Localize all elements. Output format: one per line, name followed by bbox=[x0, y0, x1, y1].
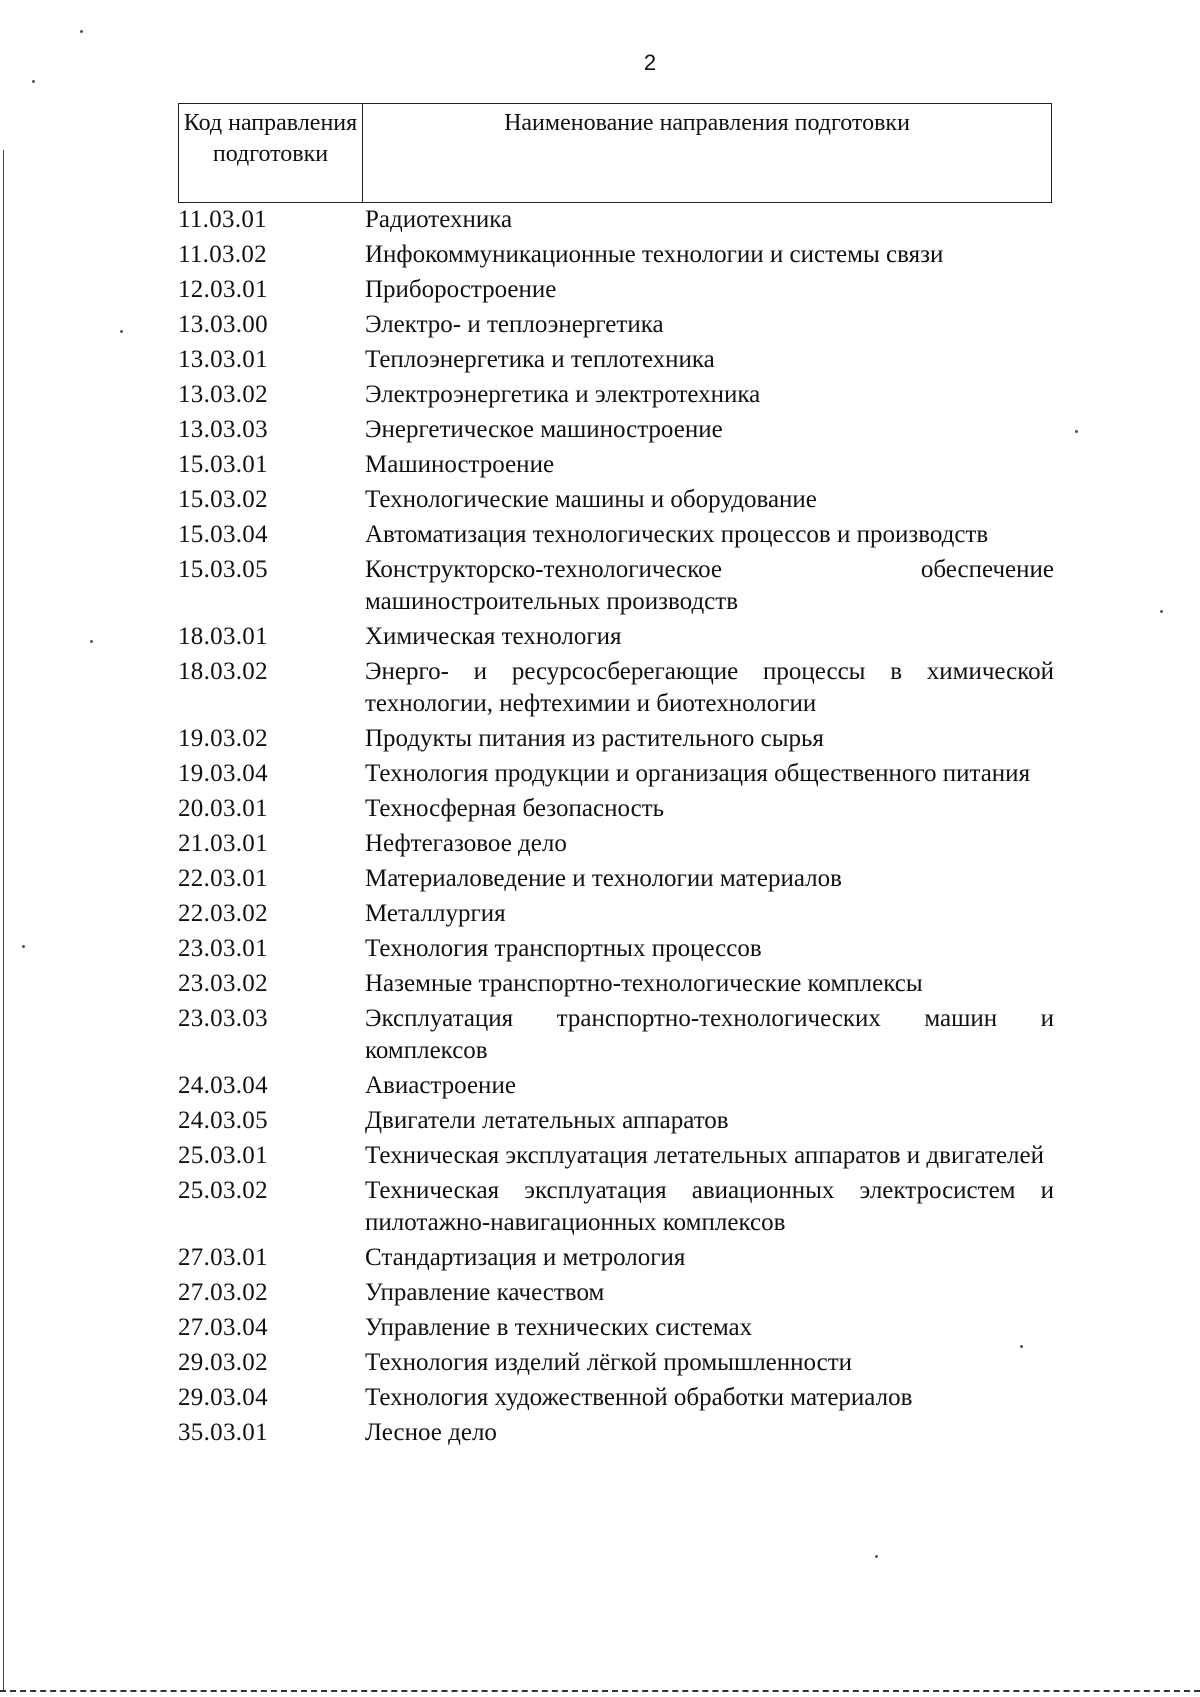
direction-name: Техническая эксплуатация летательных аппаратов и двигателей bbox=[365, 1142, 1045, 1169]
header-code-column: Код направления подготовки bbox=[179, 104, 363, 202]
direction-name: Электроэнергетика и электротехника bbox=[365, 381, 761, 408]
direction-name: Техносферная безопасность bbox=[365, 795, 665, 822]
table-row bbox=[178, 656, 1054, 720]
table-row bbox=[178, 723, 1054, 755]
direction-code: 13.03.02 bbox=[178, 381, 268, 408]
page-number: 2 bbox=[643, 50, 657, 75]
direction-name: Энерго- и ресурсосберегающие процессы в химической технологии, нефтехимии и биотехнологии bbox=[365, 658, 1054, 717]
table-row bbox=[178, 414, 1054, 446]
table-row bbox=[178, 793, 1054, 825]
table-row bbox=[178, 519, 1054, 551]
table-row bbox=[178, 309, 1054, 341]
direction-code: 27.03.02 bbox=[178, 1279, 268, 1306]
table-row bbox=[178, 968, 1054, 1000]
direction-name: Электро- и теплоэнергетика bbox=[365, 311, 664, 338]
table-row bbox=[178, 621, 1054, 653]
direction-code: 24.03.04 bbox=[178, 1072, 268, 1099]
table-row bbox=[178, 1140, 1054, 1172]
direction-name: Технология изделий лёгкой промышленности bbox=[365, 1349, 853, 1376]
direction-name: Авиастроение bbox=[365, 1072, 516, 1099]
table-row bbox=[178, 449, 1054, 481]
direction-name: Приборостроение bbox=[365, 276, 557, 303]
scan-speck bbox=[1020, 1345, 1023, 1348]
direction-name: Нефтегазовое дело bbox=[365, 830, 567, 857]
direction-code: 24.03.05 bbox=[178, 1107, 268, 1134]
direction-name: Продукты питания из растительного сырья bbox=[365, 725, 824, 752]
table-row bbox=[178, 379, 1054, 411]
direction-name: Машиностроение bbox=[365, 451, 555, 478]
direction-name: Технологические машины и оборудование bbox=[365, 486, 817, 513]
direction-code: 15.03.04 bbox=[178, 521, 268, 548]
direction-code: 27.03.01 bbox=[178, 1244, 268, 1271]
table-row bbox=[178, 239, 1054, 271]
table-row bbox=[178, 204, 1054, 236]
direction-name: Радиотехника bbox=[365, 206, 513, 233]
table-row bbox=[178, 1277, 1054, 1309]
direction-name: Технология продукции и организация общественного питания bbox=[365, 760, 1031, 787]
table-row bbox=[178, 933, 1054, 965]
scan-speck bbox=[875, 1555, 878, 1558]
direction-name: Техническая эксплуатация авиационных электросистем и пилотажно-навигационных комплексов bbox=[365, 1177, 1054, 1236]
direction-code: 18.03.01 bbox=[178, 623, 268, 650]
direction-name: Лесное дело bbox=[365, 1419, 497, 1446]
direction-code: 21.03.01 bbox=[178, 830, 268, 857]
scan-speck bbox=[80, 30, 83, 33]
direction-code: 23.03.03 bbox=[178, 1005, 268, 1032]
direction-name: Наземные транспортно-технологические комплексы bbox=[365, 970, 923, 997]
table-row bbox=[178, 863, 1054, 895]
direction-name: Инфокоммуникационные технологии и системы связи bbox=[365, 241, 944, 268]
table-row bbox=[178, 484, 1054, 516]
direction-name: Управление качеством bbox=[365, 1279, 605, 1306]
table-row bbox=[178, 1175, 1054, 1239]
table-row bbox=[178, 1242, 1054, 1274]
direction-code: 22.03.02 bbox=[178, 900, 268, 927]
scan-speck bbox=[32, 80, 35, 83]
table-row bbox=[178, 1382, 1054, 1414]
header-name-column: Наименование направления подготовки bbox=[504, 110, 910, 136]
direction-name: Стандартизация и метрология bbox=[365, 1244, 686, 1271]
direction-code: 29.03.04 bbox=[178, 1384, 268, 1411]
table-row bbox=[178, 1417, 1054, 1449]
direction-code: 35.03.01 bbox=[178, 1419, 268, 1446]
direction-code: 20.03.01 bbox=[178, 795, 268, 822]
direction-code: 29.03.02 bbox=[178, 1349, 268, 1376]
direction-name: Эксплуатация транспортно-технологических машин и комплексов bbox=[365, 1005, 1054, 1064]
direction-code: 11.03.02 bbox=[178, 241, 267, 268]
direction-name: Материаловедение и технологии материалов bbox=[365, 865, 842, 892]
scan-speck bbox=[90, 640, 93, 643]
direction-name: Двигатели летательных аппаратов bbox=[365, 1107, 729, 1134]
scan-speck bbox=[1075, 430, 1078, 433]
table-row bbox=[178, 898, 1054, 930]
direction-code: 11.03.01 bbox=[178, 206, 267, 233]
table-row bbox=[178, 344, 1054, 376]
direction-name: Автоматизация технологических процессов и производств bbox=[365, 521, 989, 548]
direction-code: 19.03.04 bbox=[178, 760, 268, 787]
table-row bbox=[178, 1347, 1054, 1379]
direction-name: Технология художественной обработки материалов bbox=[365, 1384, 913, 1411]
directions-list bbox=[178, 204, 1054, 1452]
direction-name: Технология транспортных процессов bbox=[365, 935, 762, 962]
scan-bottom-edge bbox=[0, 1690, 1200, 1692]
direction-code: 23.03.02 bbox=[178, 970, 268, 997]
table-row bbox=[178, 758, 1054, 790]
direction-code: 18.03.02 bbox=[178, 658, 268, 685]
scan-speck bbox=[120, 330, 123, 333]
table-row bbox=[178, 1003, 1054, 1067]
table-row bbox=[178, 1105, 1054, 1137]
direction-code: 25.03.01 bbox=[178, 1142, 268, 1169]
direction-name: Теплоэнергетика и теплотехника bbox=[365, 346, 715, 373]
table-row bbox=[178, 1312, 1054, 1344]
direction-code: 27.03.04 bbox=[178, 1314, 268, 1341]
table-row bbox=[178, 1070, 1054, 1102]
table-row bbox=[178, 274, 1054, 306]
table-row bbox=[178, 554, 1054, 618]
direction-code: 23.03.01 bbox=[178, 935, 268, 962]
direction-code: 22.03.01 bbox=[178, 865, 268, 892]
direction-name: Металлургия bbox=[365, 900, 506, 927]
scan-speck bbox=[22, 945, 25, 948]
direction-code: 15.03.05 bbox=[178, 556, 268, 583]
direction-code: 19.03.02 bbox=[178, 725, 268, 752]
direction-name: Управление в технических системах bbox=[365, 1314, 753, 1341]
direction-code: 13.03.01 bbox=[178, 346, 268, 373]
table-row bbox=[178, 828, 1054, 860]
direction-code: 15.03.01 bbox=[178, 451, 268, 478]
scan-left-edge bbox=[3, 150, 4, 1690]
direction-code: 25.03.02 bbox=[178, 1177, 268, 1204]
table-header bbox=[178, 103, 1052, 203]
direction-name: Энергетическое машиностроение bbox=[365, 416, 723, 443]
direction-name: Химическая технология bbox=[365, 623, 622, 650]
direction-code: 12.03.01 bbox=[178, 276, 268, 303]
direction-code: 13.03.03 bbox=[178, 416, 268, 443]
direction-name: Конструкторско-технологическое обеспечение машиностроительных производств bbox=[365, 556, 1054, 615]
scan-speck bbox=[1160, 610, 1163, 613]
direction-code: 15.03.02 bbox=[178, 486, 268, 513]
direction-code: 13.03.00 bbox=[178, 311, 268, 338]
